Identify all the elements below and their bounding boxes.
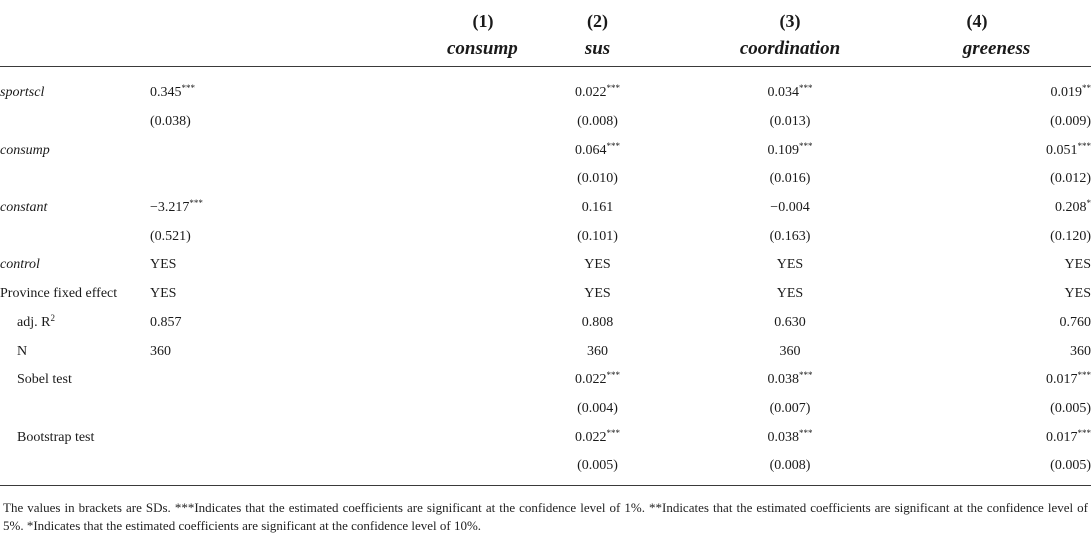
bottom-rule bbox=[0, 485, 1091, 486]
row-label-text: constant bbox=[0, 200, 48, 216]
cell-model-4: (0.005) bbox=[1050, 458, 1091, 474]
table-row bbox=[0, 222, 1091, 251]
row-label bbox=[0, 165, 150, 194]
table-row bbox=[0, 79, 1091, 108]
significance-stars: *** bbox=[1077, 370, 1091, 381]
cell-model-2: 0.808 bbox=[581, 314, 614, 330]
cell-model-2: (0.004) bbox=[577, 400, 618, 416]
table-row bbox=[0, 194, 1091, 223]
row-label bbox=[0, 309, 150, 338]
column-name-row bbox=[0, 32, 1091, 66]
cell-model-4: 0.019** bbox=[1050, 83, 1091, 101]
row-label-text: N bbox=[17, 343, 28, 359]
cell-model-3: (0.013) bbox=[769, 114, 811, 130]
cell-model-3: 0.034*** bbox=[767, 83, 813, 101]
column-number-1: (1) bbox=[472, 11, 494, 31]
table-row bbox=[0, 423, 1091, 452]
row-label bbox=[0, 337, 150, 366]
cell-model-1: YES bbox=[150, 286, 177, 302]
cell-model-3: (0.007) bbox=[769, 400, 811, 416]
table-row bbox=[0, 136, 1091, 165]
significance-stars: *** bbox=[606, 370, 620, 381]
cell-model-1 bbox=[150, 136, 520, 165]
table-row bbox=[0, 366, 1091, 395]
cell-model-2: YES bbox=[584, 257, 611, 273]
significance-stars: *** bbox=[606, 140, 620, 151]
table-row bbox=[0, 280, 1091, 309]
cell-model-1: −3.217*** bbox=[150, 198, 203, 216]
cell-model-3: 0.038*** bbox=[767, 427, 813, 445]
row-label-text: adj. R bbox=[17, 314, 51, 330]
row-label bbox=[0, 452, 150, 481]
row-label-superscript: 2 bbox=[50, 312, 55, 323]
cell-model-2: (0.008) bbox=[577, 114, 618, 130]
cell-model-3: 0.630 bbox=[774, 314, 806, 330]
row-label-text: sportscl bbox=[0, 85, 45, 101]
row-label-text: Bootstrap test bbox=[17, 429, 95, 445]
cell-model-3: (0.016) bbox=[769, 171, 811, 187]
cell-model-2: 0.022*** bbox=[575, 370, 620, 388]
cell-model-3: 360 bbox=[779, 343, 801, 359]
cell-model-4: 0.017*** bbox=[1046, 427, 1091, 445]
row-label bbox=[0, 79, 150, 108]
table-row bbox=[0, 395, 1091, 424]
table-row bbox=[0, 337, 1091, 366]
cell-model-2: 0.161 bbox=[581, 200, 614, 216]
row-label-text: Sobel test bbox=[17, 372, 72, 388]
cell-model-1 bbox=[150, 395, 520, 424]
cell-model-1 bbox=[150, 165, 520, 194]
cell-model-3: 0.109*** bbox=[767, 140, 813, 158]
header-gap bbox=[0, 66, 1091, 79]
cell-model-4: 0.760 bbox=[1059, 314, 1091, 330]
column-number-3: (3) bbox=[779, 11, 801, 31]
column-name-greeness: greeness bbox=[962, 38, 1031, 59]
row-label-text: consump bbox=[0, 142, 50, 158]
column-name-coordination: coordination bbox=[739, 38, 841, 59]
significance-stars: *** bbox=[606, 83, 620, 94]
cell-model-2: YES bbox=[584, 286, 611, 302]
row-label bbox=[0, 366, 150, 395]
cell-model-4: (0.012) bbox=[1050, 171, 1091, 187]
cell-model-1 bbox=[150, 452, 520, 481]
significance-stars: *** bbox=[189, 198, 203, 209]
cell-model-4: (0.005) bbox=[1050, 400, 1091, 416]
cell-model-4: (0.009) bbox=[1050, 114, 1091, 130]
cell-model-1: (0.038) bbox=[150, 114, 191, 130]
column-name-sus: sus bbox=[584, 38, 611, 59]
cell-model-4: 360 bbox=[1070, 343, 1091, 359]
cell-model-2: 0.022*** bbox=[575, 427, 620, 445]
column-number-2: (2) bbox=[587, 11, 608, 31]
row-label bbox=[0, 222, 150, 251]
cell-model-1: YES bbox=[150, 257, 177, 273]
cell-model-4: YES bbox=[1064, 286, 1091, 302]
cell-model-1: 0.345*** bbox=[150, 83, 195, 101]
cell-model-3: (0.008) bbox=[769, 458, 811, 474]
table-row bbox=[0, 251, 1091, 280]
significance-stars: ** bbox=[1082, 83, 1091, 94]
row-label bbox=[0, 108, 150, 137]
stub-header bbox=[0, 0, 150, 32]
cell-model-2: (0.005) bbox=[577, 458, 618, 474]
row-label bbox=[0, 136, 150, 165]
row-label bbox=[0, 423, 150, 452]
table-row bbox=[0, 309, 1091, 338]
significance-stars: *** bbox=[181, 83, 195, 94]
table-footnote: The values in brackets are SDs. ***Indicates that the estimated coefficients are significant at the confidence level of 1%. **Indicates that the estimated coefficients are significant at the confidence level of 5%. *Indicates that the estimated coefficients are significant at the confidence level of 10%. bbox=[3, 500, 1088, 533]
cell-model-3: YES bbox=[776, 286, 804, 302]
significance-stars: *** bbox=[799, 140, 813, 151]
cell-model-2: 360 bbox=[587, 343, 608, 359]
cell-model-2: (0.010) bbox=[577, 171, 618, 187]
column-number-row bbox=[0, 0, 1091, 32]
significance-stars: *** bbox=[1077, 427, 1091, 438]
row-label-text: control bbox=[0, 257, 40, 273]
significance-stars: *** bbox=[606, 427, 620, 438]
cell-model-1: (0.521) bbox=[150, 228, 191, 244]
table-row bbox=[0, 165, 1091, 194]
cell-model-3: YES bbox=[776, 257, 804, 273]
cell-model-3: 0.038*** bbox=[767, 370, 813, 388]
cell-model-3: (0.163) bbox=[769, 228, 811, 244]
column-number-4: (4) bbox=[966, 11, 988, 31]
cell-model-4: 0.208* bbox=[1055, 198, 1091, 216]
row-label bbox=[0, 395, 150, 424]
cell-model-4: 0.017*** bbox=[1046, 370, 1091, 388]
cell-model-4: (0.120) bbox=[1050, 228, 1091, 244]
cell-model-4: YES bbox=[1064, 257, 1091, 273]
row-label-text: Province fixed effect bbox=[0, 286, 118, 302]
cell-model-2: 0.022*** bbox=[575, 83, 620, 101]
significance-stars: *** bbox=[1077, 140, 1091, 151]
cell-model-1 bbox=[150, 423, 520, 452]
cell-model-3: −0.004 bbox=[770, 200, 810, 216]
cell-model-4: 0.051*** bbox=[1046, 140, 1091, 158]
row-label bbox=[0, 251, 150, 280]
row-label bbox=[0, 194, 150, 223]
stub-header-2 bbox=[0, 32, 150, 66]
table-row bbox=[0, 452, 1091, 481]
column-name-consump: consump bbox=[447, 38, 518, 59]
cell-model-2: (0.101) bbox=[577, 228, 618, 244]
significance-stars: *** bbox=[799, 83, 813, 94]
significance-stars: *** bbox=[799, 370, 813, 381]
significance-stars: *** bbox=[799, 427, 813, 438]
cell-model-1: 360 bbox=[150, 343, 171, 359]
cell-model-2: 0.064*** bbox=[575, 140, 620, 158]
cell-model-1 bbox=[150, 366, 520, 395]
cell-model-1: 0.857 bbox=[150, 314, 182, 330]
table-row bbox=[0, 108, 1091, 137]
row-label bbox=[0, 280, 150, 309]
significance-stars: * bbox=[1086, 198, 1091, 209]
